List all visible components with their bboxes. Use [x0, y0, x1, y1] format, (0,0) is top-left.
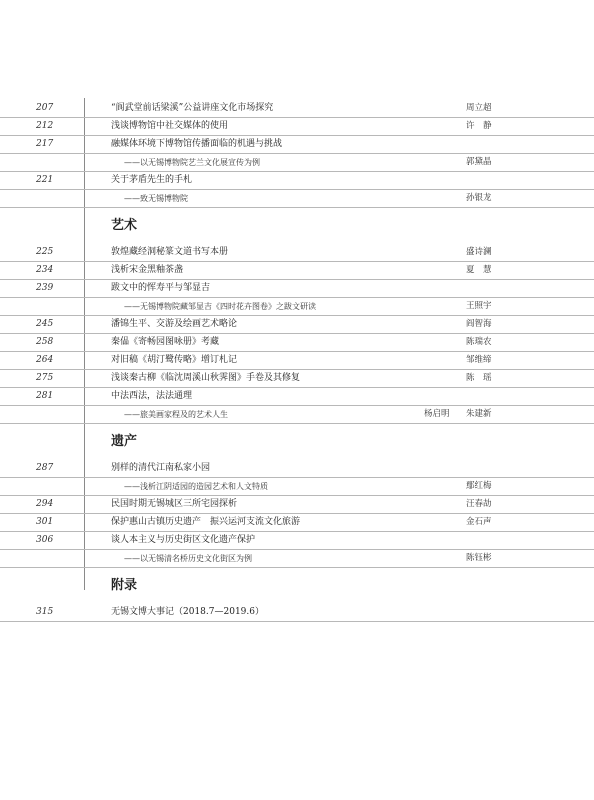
page-number: 294	[36, 499, 54, 509]
entry-title: 融媒体环境下博物馆传播面临的机遇与挑战	[111, 139, 283, 149]
toc-entry[interactable]	[0, 172, 594, 190]
entry-author: 盛诗澜	[466, 247, 492, 257]
page-number: 275	[36, 373, 54, 383]
section-heading-block	[0, 568, 594, 604]
toc-entry[interactable]	[0, 532, 594, 550]
toc-entry[interactable]	[0, 100, 594, 118]
entry-title: 跋文中的恽寿平与邹显吉	[111, 283, 211, 293]
toc-entry[interactable]	[0, 550, 594, 568]
entry-subtitle: ——致无锡博物院	[124, 194, 188, 203]
page-number: 301	[36, 517, 54, 527]
entry-title: “阆武堂前话梁溪”公益讲座文化市场探究	[111, 103, 274, 113]
entry-title: 对旧稿《胡汀鹭传略》增订札记	[111, 355, 238, 365]
page-number: 258	[36, 337, 54, 347]
entry-title: 浅谈秦古柳《临沈周溪山秋霁图》手卷及其修复	[111, 373, 301, 383]
entry-author: 陈瑞农	[466, 337, 492, 347]
toc-entry[interactable]	[0, 388, 594, 406]
page-number: 217	[36, 139, 54, 149]
toc-entry[interactable]	[0, 244, 594, 262]
toc-entry[interactable]	[0, 298, 594, 316]
page-number: 212	[36, 121, 54, 131]
toc-entry[interactable]	[0, 352, 594, 370]
entry-subtitle: ——以无锡清名桥历史文化街区为例	[124, 554, 252, 563]
entry-author: 陈钰彬	[466, 553, 492, 563]
entry-title: 中法西法，法法通理	[111, 391, 193, 401]
entry-subtitle: ——以无锡博物院艺兰文化展宣传为例	[124, 158, 260, 167]
toc-entry[interactable]	[0, 316, 594, 334]
toc-content	[0, 100, 594, 622]
entry-author: 金石声	[466, 517, 492, 527]
entry-author: 孙银龙	[466, 193, 492, 203]
toc-entry[interactable]	[0, 478, 594, 496]
entry-title: 浅析宋金黑釉茶盏	[111, 265, 184, 275]
entry-title: 民国时期无锡城区三所宅园探析	[111, 499, 238, 509]
page-number: 306	[36, 535, 54, 545]
toc-entry[interactable]	[0, 262, 594, 280]
entry-title: 关于茅盾先生的手札	[111, 175, 193, 185]
page-number: 239	[36, 283, 54, 293]
page-number: 234	[36, 265, 54, 275]
entry-title: 无锡文博大事记（2018.7—2019.6）	[111, 607, 264, 617]
entry-author: 邹维缔	[466, 355, 492, 365]
toc-entry[interactable]	[0, 496, 594, 514]
page-number: 287	[36, 463, 54, 473]
toc-entry[interactable]	[0, 154, 594, 172]
entry-title: 潘锦生平、交游及绘画艺术略论	[111, 319, 238, 329]
section-heading-block	[0, 424, 594, 460]
entry-subtitle: ——无锡博物院藏邹显吉《四时花卉图卷》之跋文研读	[124, 302, 316, 311]
page-number: 264	[36, 355, 54, 365]
entry-coauthor: 杨启明	[424, 409, 450, 419]
page-number: 225	[36, 247, 54, 257]
entry-author: 郭黛晶	[466, 157, 492, 167]
toc-entry[interactable]	[0, 190, 594, 208]
page-number: 207	[36, 103, 54, 113]
toc-entry[interactable]	[0, 118, 594, 136]
entry-author: 王照宇	[466, 301, 492, 311]
toc-entry[interactable]	[0, 334, 594, 352]
entry-title: 浅谈博物馆中社交媒体的使用	[111, 121, 229, 131]
toc-entry[interactable]	[0, 406, 594, 424]
page-number: 245	[36, 319, 54, 329]
toc-entry[interactable]	[0, 280, 594, 298]
section-title: 附录	[111, 578, 138, 593]
toc-entry[interactable]	[0, 136, 594, 154]
section-title: 艺术	[111, 218, 138, 233]
section-title: 遗产	[111, 434, 138, 449]
entry-author: 朱建新	[466, 409, 492, 419]
entry-subtitle: ——浅析江阴适园的造园艺术和人文特质	[124, 482, 268, 491]
toc-entry[interactable]	[0, 460, 594, 478]
entry-author: 许 静	[466, 121, 492, 131]
entry-title: 谈人本主义与历史街区文化遗产保护	[111, 535, 256, 545]
page-number: 315	[36, 607, 54, 617]
entry-subtitle: ——旅美画家程及的艺术人生	[124, 410, 228, 419]
toc-entry[interactable]	[0, 604, 594, 622]
entry-author: 汪春劼	[466, 499, 492, 509]
toc-entry[interactable]	[0, 370, 594, 388]
entry-title: 保护惠山古镇历史遗产 振兴运河支流文化旅游	[111, 517, 301, 527]
entry-author: 周立超	[466, 103, 492, 113]
entry-title: 敦煌藏经洞秘篆文道书写本册	[111, 247, 229, 257]
entry-author: 阎智海	[466, 319, 492, 329]
entry-author: 鄢红梅	[466, 481, 492, 491]
entry-title: 秦偘《寄畅园图咏册》考藏	[111, 337, 220, 347]
page-number: 221	[36, 175, 54, 185]
page-number: 281	[36, 391, 54, 401]
entry-title: 别样的清代江南私家小园	[111, 463, 211, 473]
toc-entry[interactable]	[0, 514, 594, 532]
entry-author: 陈 瑶	[466, 373, 492, 383]
entry-author: 夏 慧	[466, 265, 492, 275]
section-heading-block	[0, 208, 594, 244]
